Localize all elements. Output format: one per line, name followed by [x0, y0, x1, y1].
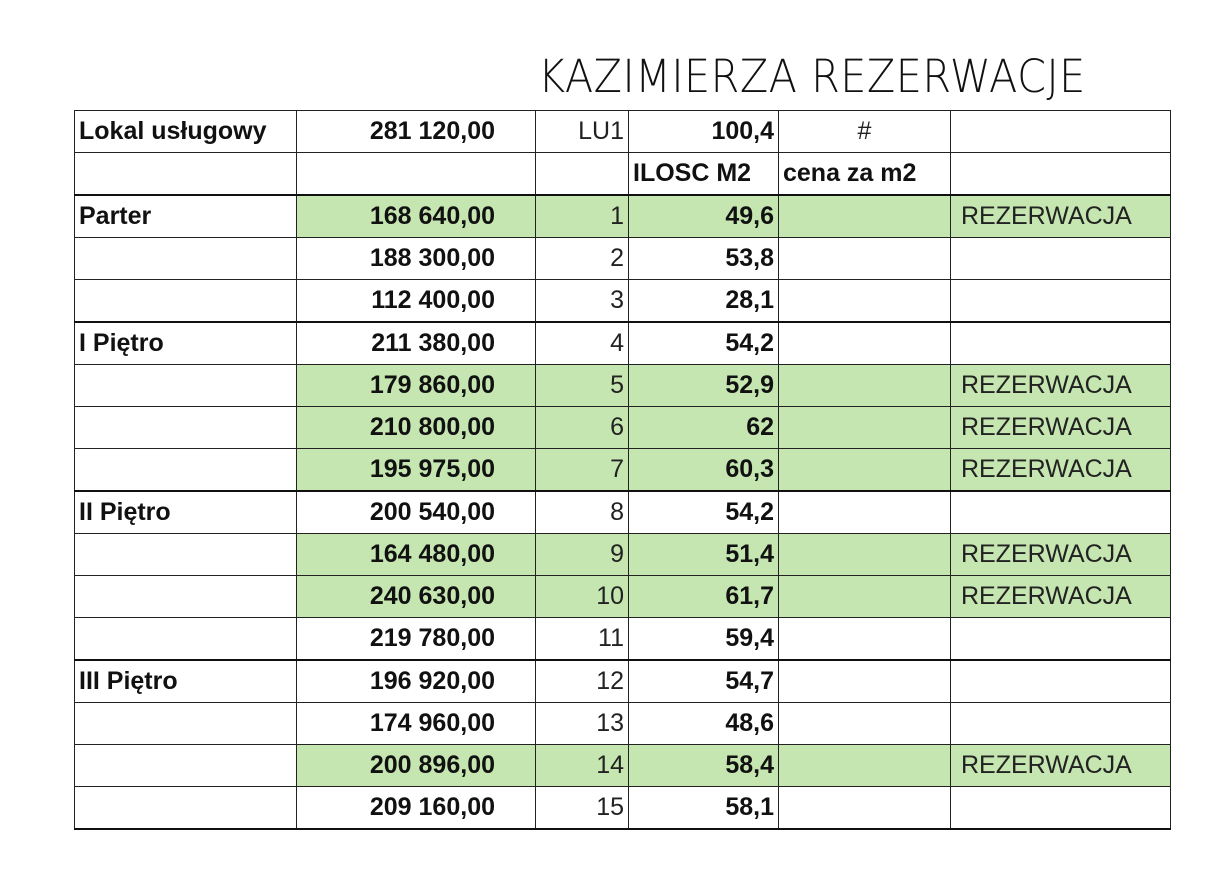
- price-per-m2-cell: [779, 407, 951, 449]
- floor-label: [75, 238, 297, 280]
- unit-price: 281 120,00: [297, 111, 536, 153]
- empty-cell: [297, 153, 536, 196]
- table-row: [75, 365, 1171, 407]
- floor-label: [75, 407, 297, 449]
- status-cell: [951, 787, 1171, 830]
- floor-label: [75, 745, 297, 787]
- unit-number: 5: [536, 365, 629, 407]
- table-row: [75, 238, 1171, 280]
- area-cell: 58,4: [629, 745, 779, 787]
- unit-number: 6: [536, 407, 629, 449]
- floor-label: [75, 787, 297, 830]
- status-cell: REZERWACJA: [951, 195, 1171, 238]
- unit-number: 12: [536, 660, 629, 703]
- unit-number: 11: [536, 618, 629, 661]
- table-row: [75, 322, 1171, 365]
- unit-code: LU1: [536, 111, 629, 153]
- status-cell: REZERWACJA: [951, 365, 1171, 407]
- price-per-m2-cell: [779, 703, 951, 745]
- unit-number: 15: [536, 787, 629, 830]
- status-cell: REZERWACJA: [951, 449, 1171, 492]
- unit-number: 13: [536, 703, 629, 745]
- empty-cell: [75, 153, 297, 196]
- area-cell: 52,9: [629, 365, 779, 407]
- price-cell: 200 896,00: [297, 745, 536, 787]
- floor-label: I Piętro: [75, 322, 297, 365]
- table-row: [75, 576, 1171, 618]
- price-per-m2-cell: [779, 195, 951, 238]
- area-cell: 62: [629, 407, 779, 449]
- header-price-per-m2: cena za m2: [779, 153, 951, 196]
- price-per-m2-cell: [779, 745, 951, 787]
- unit-number: 4: [536, 322, 629, 365]
- price-cell: 211 380,00: [297, 322, 536, 365]
- unit-number: 1: [536, 195, 629, 238]
- price-cell: 210 800,00: [297, 407, 536, 449]
- area-cell: 54,2: [629, 491, 779, 534]
- table-row: [75, 534, 1171, 576]
- price-cell: 188 300,00: [297, 238, 536, 280]
- unit-number: 7: [536, 449, 629, 492]
- price-cell: 200 540,00: [297, 491, 536, 534]
- area-cell: 58,1: [629, 787, 779, 830]
- price-per-m2-cell: [779, 618, 951, 661]
- service-unit-row: [75, 111, 1171, 153]
- price-cell: 168 640,00: [297, 195, 536, 238]
- unit-status: [951, 111, 1171, 153]
- floor-label: [75, 449, 297, 492]
- status-cell: REZERWACJA: [951, 576, 1171, 618]
- page-title: KAZIMIERZA REZERWACJE: [538, 50, 1086, 103]
- floor-label: [75, 703, 297, 745]
- unit-number: 3: [536, 280, 629, 323]
- floor-label: II Piętro: [75, 491, 297, 534]
- price-per-m2-cell: [779, 491, 951, 534]
- floor-label: [75, 618, 297, 661]
- price-per-m2-cell: [779, 576, 951, 618]
- status-cell: REZERWACJA: [951, 407, 1171, 449]
- status-cell: [951, 280, 1171, 323]
- table-row: [75, 618, 1171, 661]
- unit-number: 9: [536, 534, 629, 576]
- area-cell: 60,3: [629, 449, 779, 492]
- floor-label: [75, 280, 297, 323]
- table-row: [75, 660, 1171, 703]
- status-cell: [951, 491, 1171, 534]
- table-row: [75, 787, 1171, 830]
- area-cell: 53,8: [629, 238, 779, 280]
- floor-label: III Piętro: [75, 660, 297, 703]
- floor-label: Parter: [75, 195, 297, 238]
- header-area: ILOSC M2: [629, 153, 779, 196]
- table-row: [75, 745, 1171, 787]
- status-cell: [951, 618, 1171, 661]
- price-per-m2-cell: [779, 322, 951, 365]
- area-cell: 48,6: [629, 703, 779, 745]
- table-row: [75, 449, 1171, 492]
- reservations-table: [74, 110, 1171, 830]
- area-cell: 61,7: [629, 576, 779, 618]
- area-cell: 28,1: [629, 280, 779, 323]
- status-cell: REZERWACJA: [951, 745, 1171, 787]
- unit-number: 10: [536, 576, 629, 618]
- price-per-m2-cell: [779, 365, 951, 407]
- price-cell: 174 960,00: [297, 703, 536, 745]
- price-per-m2-cell: [779, 449, 951, 492]
- price-cell: 112 400,00: [297, 280, 536, 323]
- floor-label: [75, 576, 297, 618]
- price-cell: 195 975,00: [297, 449, 536, 492]
- price-cell: 209 160,00: [297, 787, 536, 830]
- status-cell: [951, 322, 1171, 365]
- area-cell: 51,4: [629, 534, 779, 576]
- price-cell: 179 860,00: [297, 365, 536, 407]
- floor-label: [75, 365, 297, 407]
- column-header-row: [75, 153, 1171, 196]
- unit-number: 8: [536, 491, 629, 534]
- unit-number: 14: [536, 745, 629, 787]
- table-row: [75, 280, 1171, 323]
- unit-label: Lokal usługowy: [75, 111, 297, 153]
- price-per-m2-cell: [779, 534, 951, 576]
- empty-cell: [536, 153, 629, 196]
- area-cell: 54,7: [629, 660, 779, 703]
- table-row: [75, 407, 1171, 449]
- price-cell: 164 480,00: [297, 534, 536, 576]
- price-per-m2-cell: [779, 660, 951, 703]
- unit-area: 100,4: [629, 111, 779, 153]
- price-cell: 219 780,00: [297, 618, 536, 661]
- floor-label: [75, 534, 297, 576]
- status-cell: [951, 238, 1171, 280]
- area-cell: 49,6: [629, 195, 779, 238]
- empty-cell: [951, 153, 1171, 196]
- price-per-m2-cell: [779, 238, 951, 280]
- price-per-m2-cell: [779, 280, 951, 323]
- area-cell: 59,4: [629, 618, 779, 661]
- status-cell: [951, 703, 1171, 745]
- table-row: [75, 491, 1171, 534]
- area-cell: 54,2: [629, 322, 779, 365]
- unit-number: 2: [536, 238, 629, 280]
- status-cell: [951, 660, 1171, 703]
- status-cell: REZERWACJA: [951, 534, 1171, 576]
- price-cell: 196 920,00: [297, 660, 536, 703]
- table-row: [75, 703, 1171, 745]
- price-cell: 240 630,00: [297, 576, 536, 618]
- hash-cell: #: [779, 111, 951, 153]
- table-row: [75, 195, 1171, 238]
- price-per-m2-cell: [779, 787, 951, 830]
